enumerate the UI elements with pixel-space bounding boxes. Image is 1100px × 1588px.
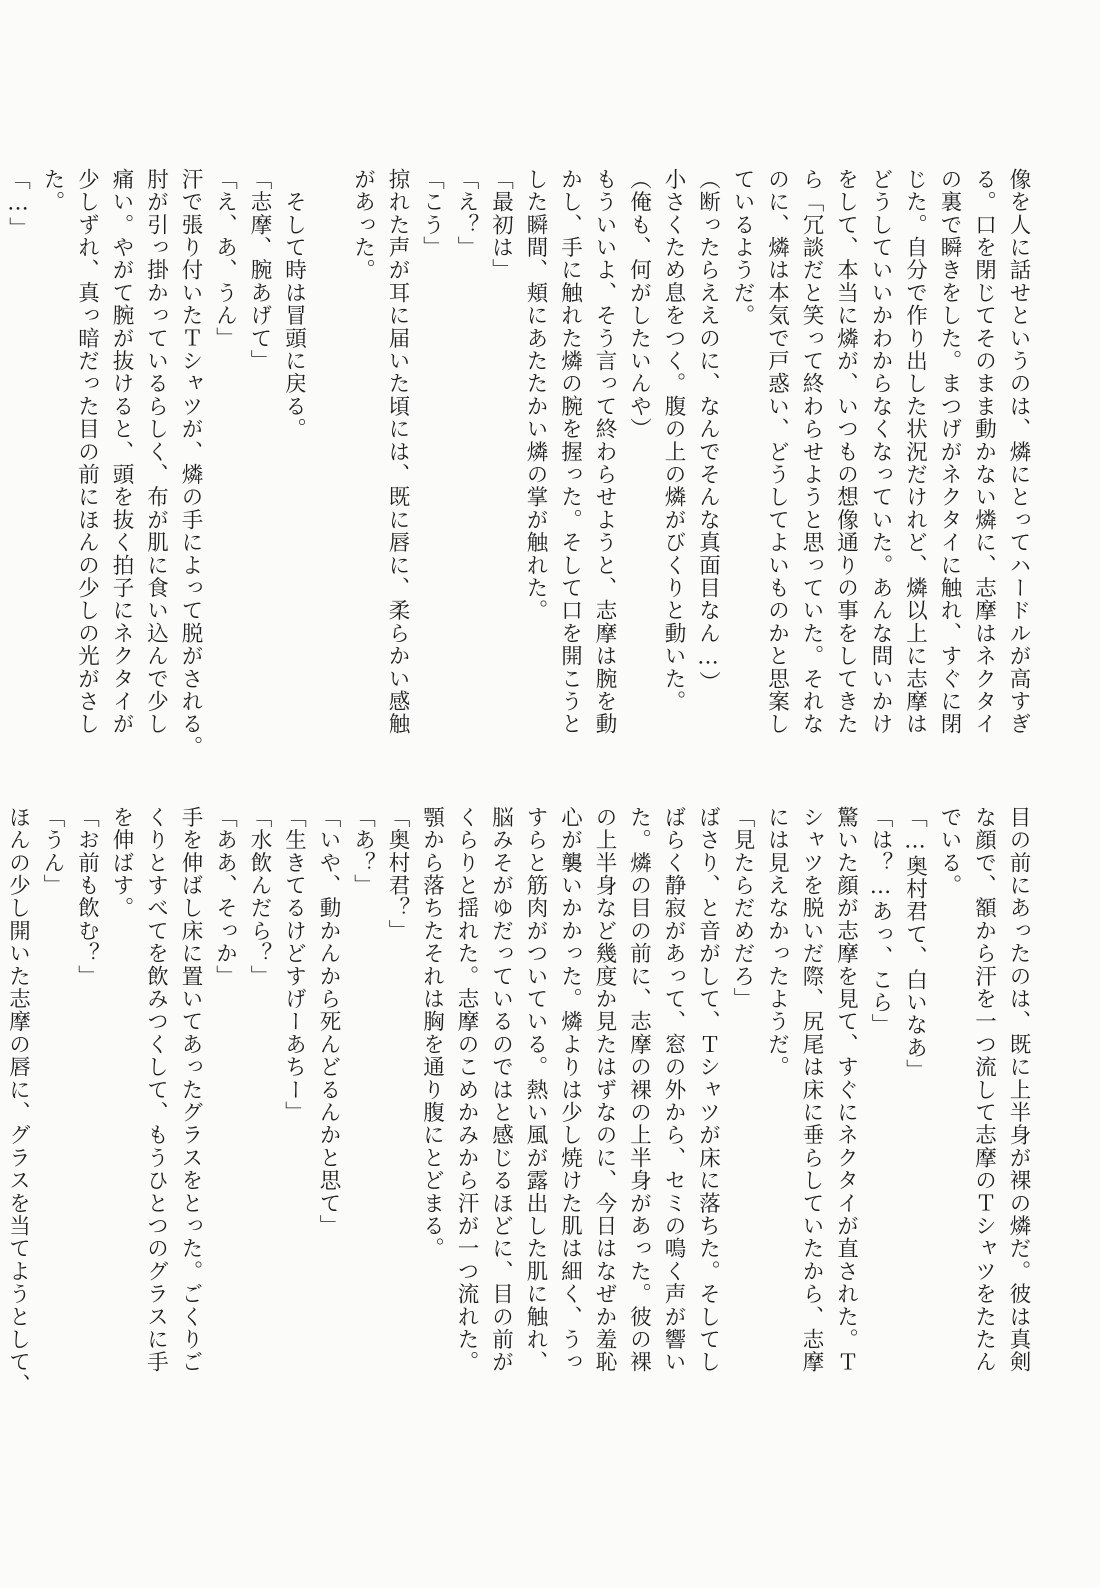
upper-text-line: の裏で瞬きをした。まつげがネクタイに触れ、すぐに閉 (937, 168, 962, 736)
lower-text-line: すらと筋肉がついている。熱い風が露出した肌に触れ、 (523, 806, 548, 1374)
upper-text-line: 少しずれ、真っ暗だった目の前にほんの少しの光がさし (74, 168, 100, 736)
lower-text-line: ばらく静寂があって、窓の外から、セミの鳴く声が響い (661, 806, 686, 1374)
upper-text-line: があった。 (350, 168, 376, 282)
lower-text-line: な顔で、額から汗を一つ流して志摩のＴシャツをたたん (971, 806, 997, 1374)
lower-text-line: 「…奥村君て、白いなあ」 (902, 806, 928, 1082)
upper-text-line: そして時は冒頭に戻る。 (281, 168, 307, 441)
upper-text-line: をして、本当に燐が、いつもの想像通りの事をしてきた (833, 168, 859, 736)
lower-text-line: 驚いた顔が志摩を見て、すぐにネクタイが直された。Ｔ (833, 806, 859, 1374)
lower-text-line: 目の前にあったのは、既に上半身が裸の燐だ。彼は真剣 (1006, 806, 1031, 1374)
upper-text-line: た。 (40, 168, 65, 214)
lower-text-line: 脳みそがゆだっているのではと感じるほどに、目の前が (488, 806, 514, 1374)
upper-text-line: 「こう」 (419, 168, 445, 259)
lower-text-line: 「見たらだめだろ」 (730, 806, 755, 1011)
lower-text-line: くりとすべてを飲みつくして、もうひとつのグラスに手 (143, 806, 169, 1374)
upper-text-line: 「志摩、腕あげて」 (247, 168, 272, 373)
upper-text-line: 像を人に話せというのは、燐にとってハードルが高すぎ (1006, 168, 1031, 736)
lower-text-line: 「生きてるけどすげーあちー」 (281, 806, 307, 1124)
upper-text-line: どうしていいかわからなくなっていた。あんな問いかけ (868, 168, 893, 736)
lower-text-line: の上半身など幾度か見たはずなのに、今日はなぜか羞恥 (592, 806, 617, 1374)
upper-text-line: かし、手に触れた燐の腕を握った。そして口を開こうと (557, 168, 583, 736)
upper-text-line: 肘が引っ掛かっているらしく、布が肌に食い込んで少し (143, 168, 169, 736)
upper-text-line: 「最初は」 (488, 168, 514, 282)
lower-text-line: 心が襲いかかった。燐よりは少し焼けた肌は細く、うっ (557, 806, 583, 1374)
upper-text-line: もういいよ、そう言って終わらせようと、志摩は腕を動 (592, 168, 617, 736)
upper-text-line: 汗で張り付いたＴシャツが、燐の手によって脱がされる。 (178, 168, 203, 759)
lower-text-line: た。燐の目の前に、志摩の裸の上半身があった。彼の裸 (626, 806, 652, 1374)
lower-text-line: 「お前も飲む？」 (74, 806, 100, 988)
lower-text-line: ばさり、と音がして、Ｔシャツが床に落ちた。そしてし (695, 806, 721, 1374)
lower-text-line: くらりと揺れた。志摩のこめかみから汗が一つ流れた。 (454, 806, 479, 1374)
upper-text-line: （俺も、何がしたいんや） (626, 168, 652, 441)
upper-text-line: じた。自分で作り出した状況だけれど、燐以上に志摩は (902, 168, 928, 736)
upper-text-line: 「…」 (5, 168, 31, 240)
lower-text-line: シャツを脱いだ際、尻尾は床に垂らしていたから、志摩 (799, 806, 824, 1374)
lower-text-line: には見えなかったようだ。 (764, 806, 790, 1079)
lower-text-line: 顎から落ちたそれは胸を通り腹にとどまる。 (419, 806, 445, 1260)
lower-text-line: 手を伸ばし床に置いてあったグラスをとった。ごくりご (178, 806, 203, 1374)
lower-text-line: ほんの少し開いた志摩の唇に、グラスを当てようとして、 (5, 806, 31, 1397)
upper-text-line: ら「冗談だと笑って終わらせようと思っていた。それな (799, 168, 824, 736)
upper-text-line (311, 168, 346, 788)
upper-text-line: る。口を閉じてそのまま動かない燐に、志摩はネクタイ (971, 168, 997, 736)
lower-text-line: 「いや、動かんから死んどるんかと思て」 (316, 806, 341, 1238)
upper-text-line: ているようだ。 (730, 168, 755, 327)
upper-text-line: （断ったらええのに、なんでそんな真面目なん…） (695, 168, 721, 694)
lower-text-line: 「水飲んだら？」 (247, 806, 272, 988)
lower-text-line: でいる。 (937, 806, 962, 897)
upper-text-line: 掠れた声が耳に届いた頃には、既に唇に、柔らかい感触 (385, 168, 410, 736)
upper-text-line: 「え？」 (454, 168, 479, 259)
lower-text-block (5, 806, 1035, 1476)
upper-text-block (5, 168, 1035, 788)
lower-text-line: 「うん」 (40, 806, 65, 897)
lower-text-line: を伸ばす。 (109, 806, 134, 920)
upper-text-line: した瞬間、頬にあたたかい燐の掌が触れた。 (523, 168, 548, 622)
upper-text-line: のに、燐は本気で戸惑い、どうしてよいものかと思案し (764, 168, 790, 736)
lower-text-line: 「は？…あっ、こら」 (868, 806, 893, 1037)
upper-text-line: 小さくため息をつく。腹の上の燐がびくりと動いた。 (661, 168, 686, 713)
lower-text-line: 「ああ、そっか」 (212, 806, 238, 988)
lower-text-line: 「奥村君？」 (385, 806, 410, 943)
upper-text-line: 「え、あ、うん」 (212, 168, 238, 350)
lower-text-line: 「あ？」 (350, 806, 376, 897)
upper-text-line: 痛い。やがて腕が抜けると、頭を抜く拍子にネクタイが (109, 168, 134, 736)
